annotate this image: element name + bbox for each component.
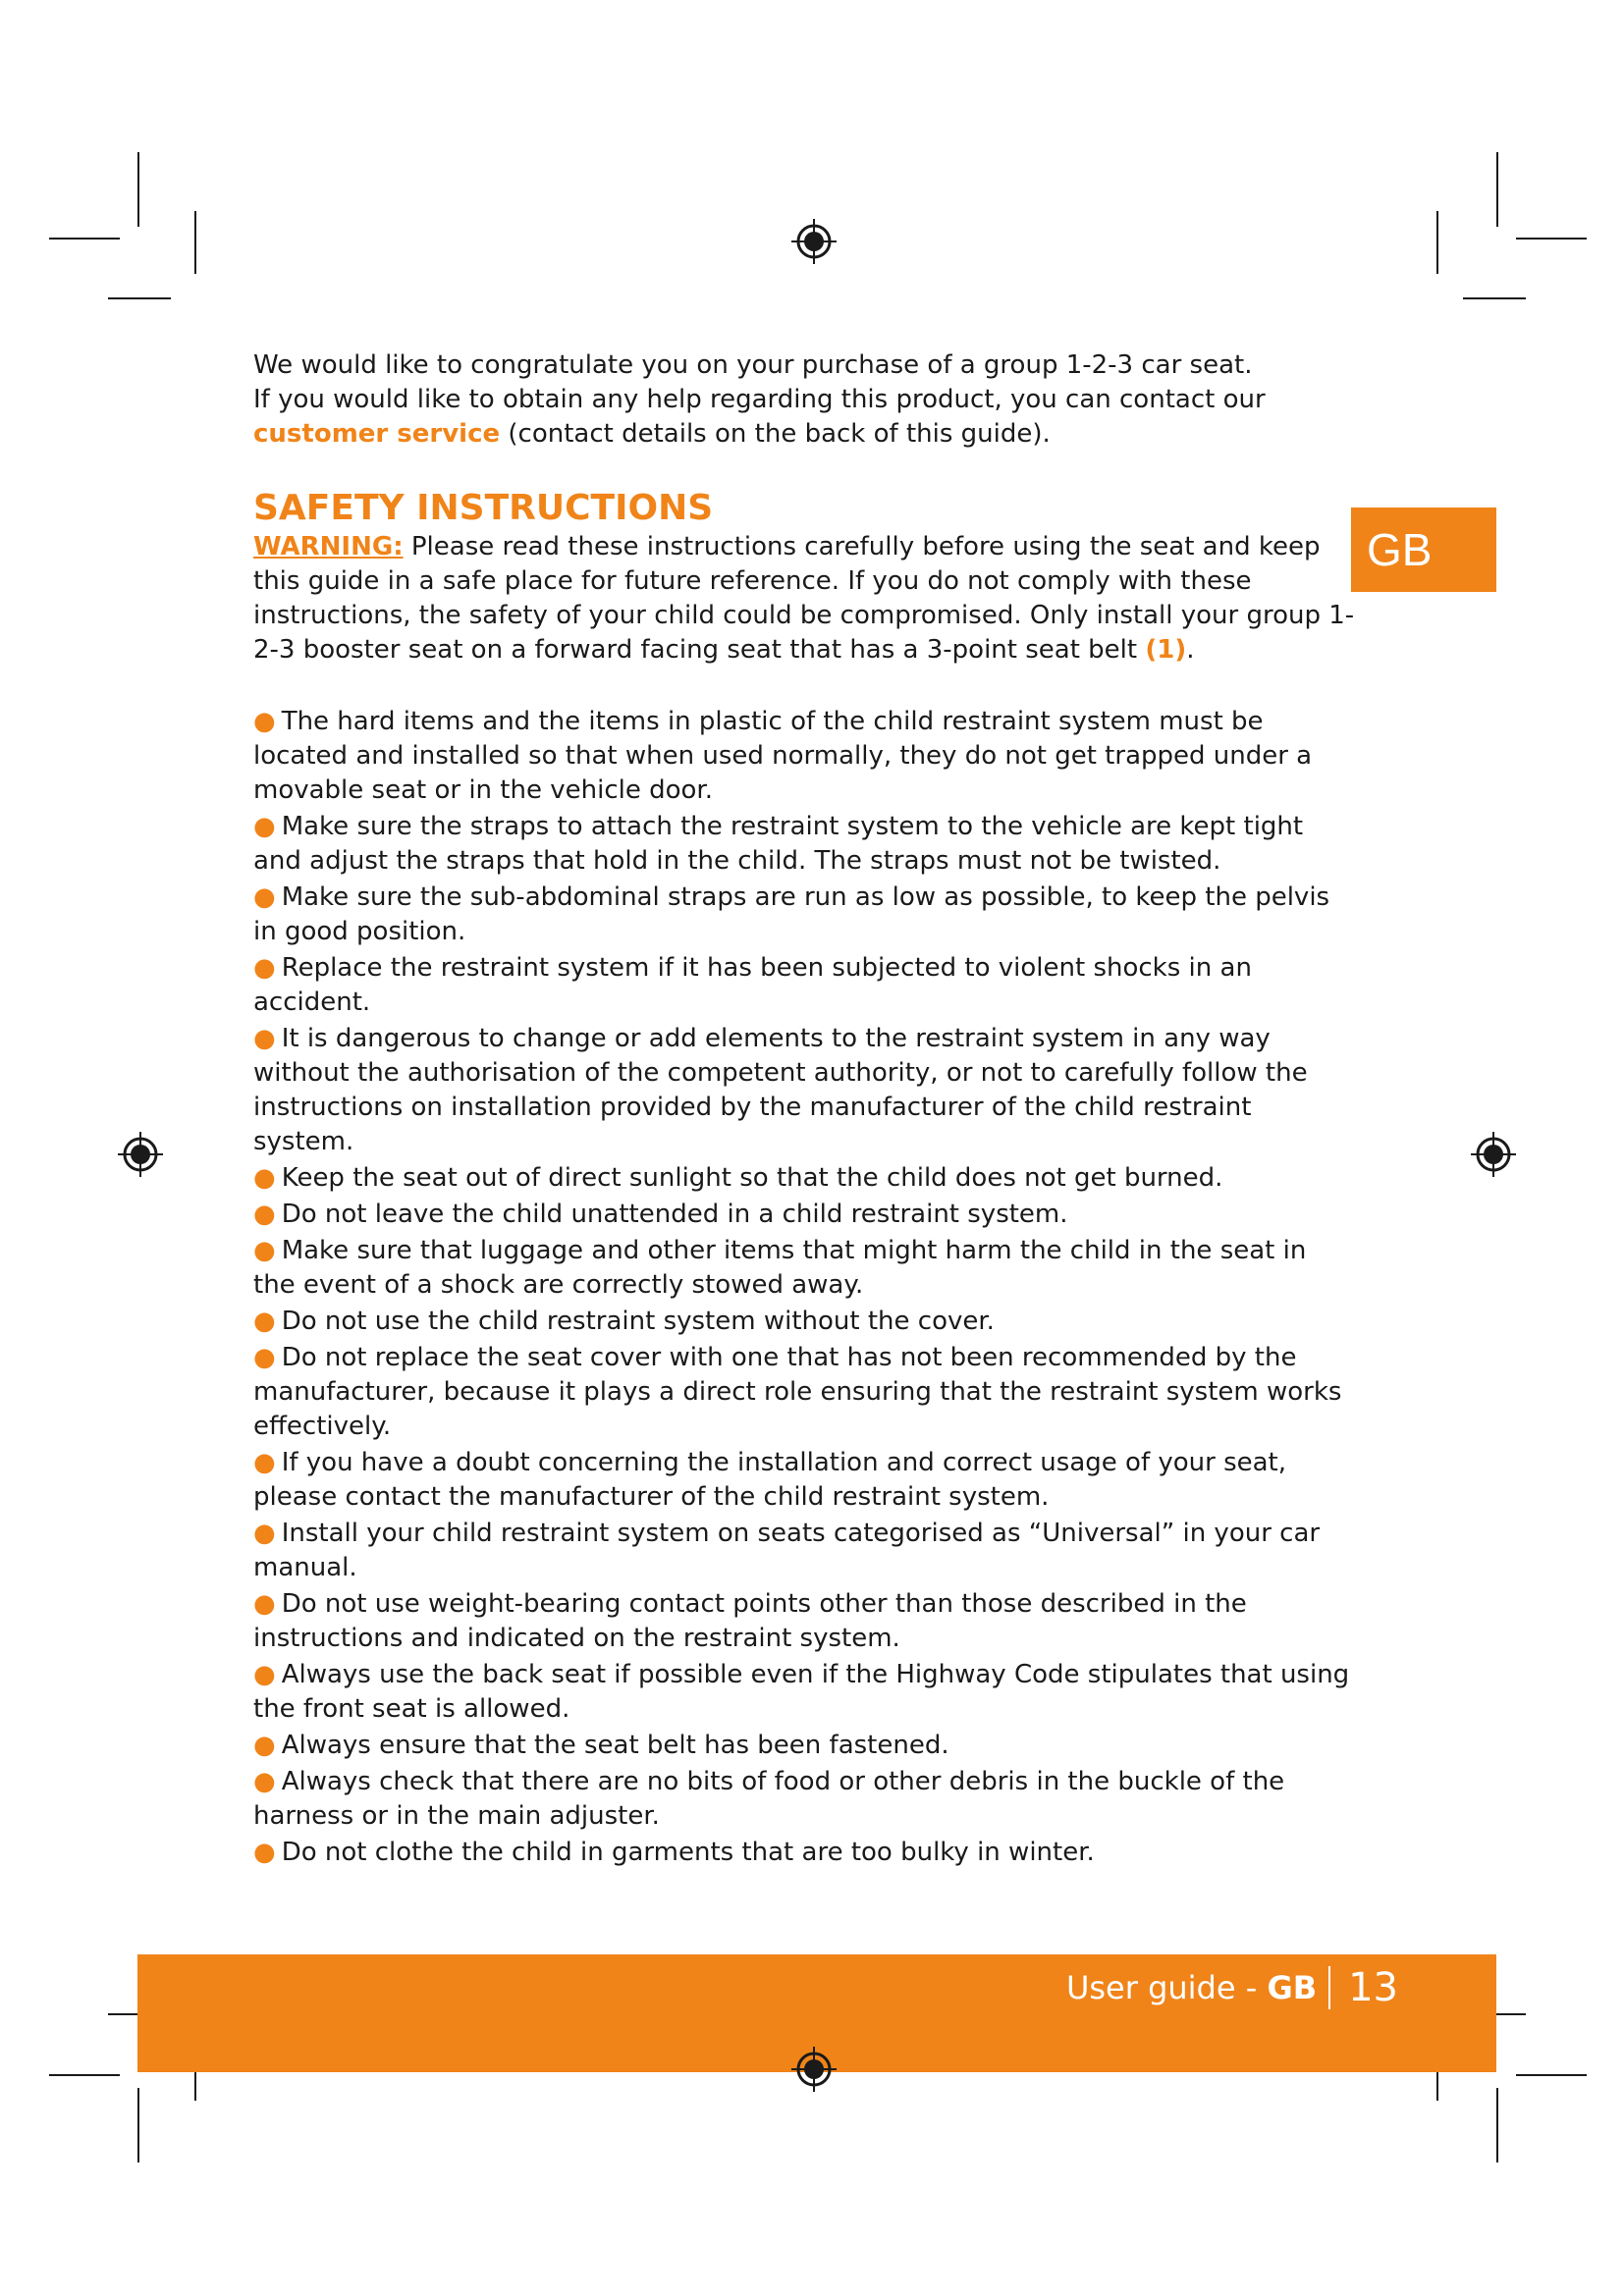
- registration-mark-icon: [116, 1130, 165, 1179]
- footer-label-text: User guide -: [1065, 1969, 1268, 2006]
- safety-bullet-item: [253, 1587, 1355, 1656]
- main-content: [253, 348, 1355, 1872]
- bullet-dot-icon: ●: [253, 1731, 276, 1760]
- safety-bullet-item: [253, 705, 1355, 808]
- footer-separator: [1328, 1966, 1330, 2009]
- intro-contact-text: If you would like to obtain any help regarding this product, you can contact our: [253, 385, 1266, 414]
- section-heading: SAFETY INSTRUCTIONS: [253, 488, 714, 528]
- crop-mark: [137, 2088, 139, 2163]
- figure-reference: (1): [1145, 635, 1187, 665]
- bullet-dot-icon: ●: [253, 882, 276, 912]
- bullet-text: Do not clothe the child in garments that are too bulky in winter.: [281, 1838, 1095, 1867]
- bullet-text: Make sure the straps to attach the restraint system to the vehicle are kept tight and adjust the straps that hold in the child. The straps must not be twisted.: [253, 812, 1304, 876]
- safety-bullet-item: [253, 1836, 1355, 1870]
- safety-bullet-item: [253, 1658, 1355, 1727]
- crop-mark: [1516, 2074, 1587, 2076]
- safety-bullet-item: [253, 1341, 1355, 1444]
- footer-lang: GB: [1267, 1969, 1318, 2006]
- bullet-text: Always use the back seat if possible even if the Highway Code stipulates that using the front seat is allowed.: [253, 1660, 1350, 1724]
- bullet-dot-icon: ●: [253, 1163, 276, 1193]
- intro-contact-text-end: (contact details on the back of this guide).: [500, 419, 1051, 449]
- safety-bullet-item: [253, 1161, 1355, 1196]
- crop-mark: [1436, 211, 1438, 274]
- safety-bullet-item: [253, 1765, 1355, 1834]
- bullet-text: If you have a doubt concerning the installation and correct usage of your seat, please contact the manufacturer of the child restraint system.: [253, 1448, 1287, 1512]
- language-tab: GB: [1351, 507, 1496, 592]
- registration-mark-icon: [789, 217, 839, 266]
- crop-mark: [49, 238, 120, 240]
- page-number: 13: [1348, 1965, 1398, 2010]
- bullet-text: Replace the restraint system if it has been subjected to violent shocks in an accident.: [253, 953, 1252, 1017]
- bullet-dot-icon: ●: [253, 953, 276, 983]
- bullet-dot-icon: ●: [253, 1024, 276, 1053]
- bullet-text: Do not replace the seat cover with one that has not been recommended by the manufacturer, because it plays a direct role ensuring that the restraint system works effectively.: [253, 1343, 1342, 1441]
- bullet-dot-icon: ●: [253, 1660, 276, 1689]
- bullet-text: Keep the seat out of direct sunlight so that the child does not get burned.: [281, 1163, 1223, 1193]
- bullet-text: The hard items and the items in plastic of the child restraint system must be located and installed so that when used normally, they do not get trapped under a movable seat or in the vehicle door.: [253, 707, 1313, 805]
- bullet-text: Always check that there are no bits of food or other debris in the buckle of the harness or in the main adjuster.: [253, 1767, 1285, 1831]
- bullet-text: Make sure that luggage and other items that might harm the child in the seat in the event of a shock are correctly stowed away.: [253, 1236, 1307, 1300]
- bullet-text: Do not use the child restraint system without the cover.: [281, 1307, 995, 1336]
- safety-bullet-item: [253, 1198, 1355, 1232]
- bullet-dot-icon: ●: [253, 1448, 276, 1477]
- intro-line: We would like to congratulate you on your purchase of a group 1-2-3 car seat.: [253, 350, 1253, 380]
- bullet-dot-icon: ●: [253, 1589, 276, 1619]
- bullet-dot-icon: ●: [253, 1767, 276, 1796]
- bullet-text: Install your child restraint system on seats categorised as “Universal” in your car manual.: [253, 1519, 1321, 1582]
- crop-mark: [1463, 297, 1526, 299]
- safety-bullet-item: [253, 1234, 1355, 1303]
- bullet-dot-icon: ●: [253, 707, 276, 736]
- bullet-dot-icon: ●: [253, 812, 276, 841]
- registration-mark-icon: [789, 2045, 839, 2094]
- crop-mark: [49, 2074, 120, 2076]
- bullet-dot-icon: ●: [253, 1307, 276, 1336]
- customer-service-link[interactable]: customer service: [253, 419, 501, 449]
- safety-bullet-item: [253, 1022, 1355, 1159]
- bullet-dot-icon: ●: [253, 1519, 276, 1548]
- warning-end: .: [1186, 635, 1195, 665]
- bullet-text: Do not use weight-bearing contact points other than those described in the instructions and indicated on the restraint system.: [253, 1589, 1247, 1653]
- safety-bullet-item: [253, 1729, 1355, 1763]
- crop-mark: [137, 152, 139, 227]
- registration-mark-icon: [1469, 1130, 1518, 1179]
- safety-bullet-item: [253, 881, 1355, 949]
- bullet-text: Do not leave the child unattended in a child restraint system.: [281, 1200, 1068, 1229]
- warning-paragraph: [253, 530, 1355, 667]
- safety-bullet-list: [253, 705, 1355, 1870]
- crop-mark: [1516, 238, 1587, 240]
- intro-contact: [253, 383, 1355, 452]
- footer: [1066, 1963, 1398, 2012]
- crop-mark: [1496, 2088, 1498, 2163]
- warning-label: WARNING:: [253, 532, 404, 561]
- footer-label: [1066, 1969, 1317, 2006]
- bullet-dot-icon: ●: [253, 1236, 276, 1265]
- crop-mark: [1496, 152, 1498, 227]
- bullet-text: Always ensure that the seat belt has been fastened.: [281, 1731, 949, 1760]
- safety-bullet-item: [253, 951, 1355, 1020]
- bullet-text: Make sure the sub-abdominal straps are run as low as possible, to keep the pelvis in good position.: [253, 882, 1330, 946]
- safety-bullet-item: [253, 1517, 1355, 1585]
- safety-bullet-item: [253, 1305, 1355, 1339]
- safety-bullet-item: [253, 810, 1355, 879]
- crop-mark: [194, 211, 196, 274]
- bullet-dot-icon: ●: [253, 1838, 276, 1867]
- crop-mark: [108, 297, 171, 299]
- bullet-text: It is dangerous to change or add elements to the restraint system in any way without the authorisation of the competent authority, or not to carefully follow the instructions on installation provided by the manufacturer of the child restraint system.: [253, 1024, 1308, 1156]
- safety-bullet-item: [253, 1446, 1355, 1515]
- warning-text: Please read these instructions carefully before using the seat and keep this guide in a safe place for future reference. If you do not comply with these instructions, the safety of your child could be compromised. Only install your group 1-2-3 booster seat on a forward facing seat that has a 3-point seat belt: [253, 532, 1355, 665]
- bullet-dot-icon: ●: [253, 1200, 276, 1229]
- bullet-dot-icon: ●: [253, 1343, 276, 1372]
